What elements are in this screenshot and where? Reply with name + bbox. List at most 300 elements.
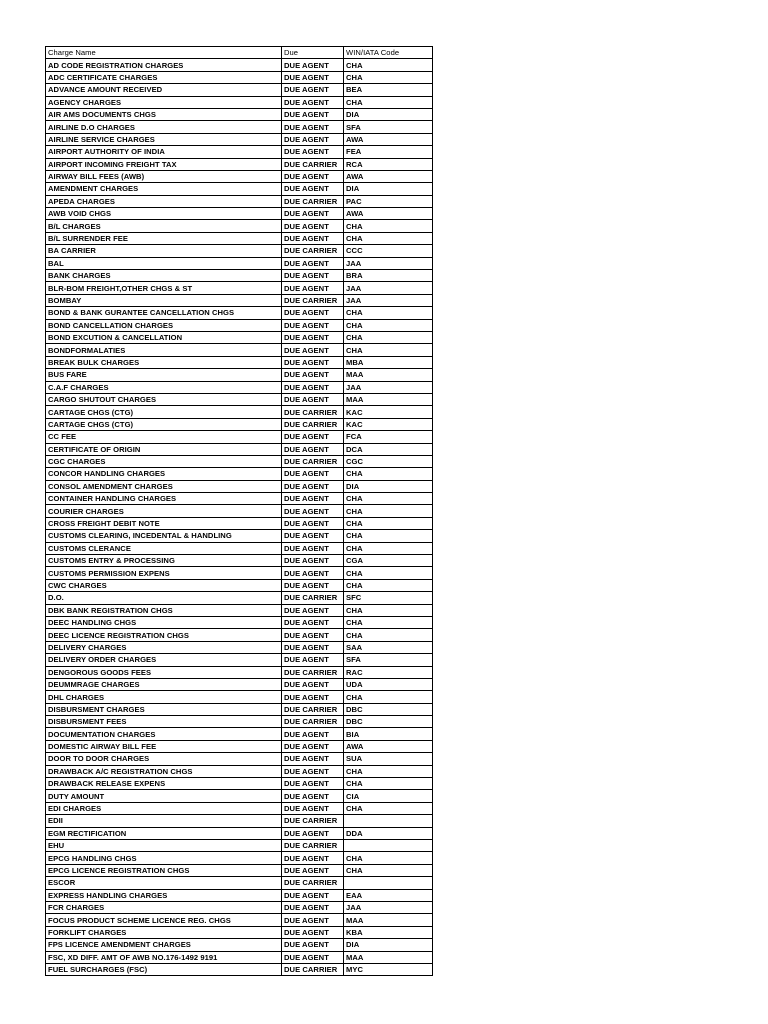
- table-row: [46, 294, 433, 306]
- charge-name-cell: C.A.F CHARGES: [46, 381, 282, 393]
- charge-name-cell: ESCOR: [46, 877, 282, 889]
- due-cell: DUE AGENT: [282, 480, 344, 492]
- win-iata-code-cell: SFA: [344, 121, 433, 133]
- due-cell: DUE AGENT: [282, 108, 344, 120]
- win-iata-code-cell: [344, 877, 433, 889]
- charge-name-cell: DEUMMRAGE CHARGES: [46, 678, 282, 690]
- header-win-iata-code: WIN/IATA Code: [344, 47, 433, 59]
- charge-name-cell: D.O.: [46, 592, 282, 604]
- table-row: [46, 71, 433, 83]
- table-row: [46, 96, 433, 108]
- charge-name-cell: EGM RECTIFICATION: [46, 827, 282, 839]
- table-row: [46, 121, 433, 133]
- table-row: [46, 232, 433, 244]
- table-row: [46, 889, 433, 901]
- due-cell: DUE AGENT: [282, 740, 344, 752]
- due-cell: DUE CARRIER: [282, 963, 344, 975]
- due-cell: DUE AGENT: [282, 282, 344, 294]
- table-row: [46, 951, 433, 963]
- table-row: [46, 592, 433, 604]
- win-iata-code-cell: CHA: [344, 319, 433, 331]
- due-cell: DUE CARRIER: [282, 666, 344, 678]
- charge-name-cell: FPS LICENCE AMENDMENT CHARGES: [46, 939, 282, 951]
- table-row: [46, 369, 433, 381]
- header-due: Due: [282, 47, 344, 59]
- due-cell: DUE AGENT: [282, 901, 344, 913]
- table-row: [46, 381, 433, 393]
- charge-name-cell: CGC CHARGES: [46, 455, 282, 467]
- charge-name-cell: DBK BANK REGISTRATION CHGS: [46, 604, 282, 616]
- table-row: [46, 505, 433, 517]
- win-iata-code-cell: CHA: [344, 629, 433, 641]
- table-row: [46, 790, 433, 802]
- due-cell: DUE AGENT: [282, 331, 344, 343]
- table-row: [46, 220, 433, 232]
- table-row: [46, 108, 433, 120]
- charge-name-cell: BOND CANCELLATION CHARGES: [46, 319, 282, 331]
- win-iata-code-cell: KAC: [344, 418, 433, 430]
- table-row: [46, 542, 433, 554]
- win-iata-code-cell: DBC: [344, 703, 433, 715]
- charge-name-cell: BA CARRIER: [46, 245, 282, 257]
- due-cell: DUE AGENT: [282, 431, 344, 443]
- table-row: [46, 393, 433, 405]
- win-iata-code-cell: CHA: [344, 505, 433, 517]
- table-row: [46, 468, 433, 480]
- due-cell: DUE AGENT: [282, 183, 344, 195]
- charge-name-cell: EXPRESS HANDLING CHARGES: [46, 889, 282, 901]
- win-iata-code-cell: [344, 840, 433, 852]
- win-iata-code-cell: MAA: [344, 369, 433, 381]
- win-iata-code-cell: CHA: [344, 604, 433, 616]
- win-iata-code-cell: CHA: [344, 232, 433, 244]
- table-row: [46, 257, 433, 269]
- due-cell: DUE AGENT: [282, 802, 344, 814]
- charge-name-cell: EDII: [46, 815, 282, 827]
- win-iata-code-cell: JAA: [344, 901, 433, 913]
- table-row: [46, 616, 433, 628]
- win-iata-code-cell: RCA: [344, 158, 433, 170]
- due-cell: DUE AGENT: [282, 307, 344, 319]
- due-cell: DUE AGENT: [282, 505, 344, 517]
- due-cell: DUE AGENT: [282, 517, 344, 529]
- table-row: [46, 914, 433, 926]
- charge-name-cell: B/L SURRENDER FEE: [46, 232, 282, 244]
- due-cell: DUE AGENT: [282, 926, 344, 938]
- due-cell: DUE CARRIER: [282, 592, 344, 604]
- win-iata-code-cell: CHA: [344, 530, 433, 542]
- win-iata-code-cell: CHA: [344, 468, 433, 480]
- win-iata-code-cell: CHA: [344, 765, 433, 777]
- table-row: [46, 406, 433, 418]
- charge-name-cell: CARTAGE CHGS (CTG): [46, 406, 282, 418]
- charge-name-cell: DUTY AMOUNT: [46, 790, 282, 802]
- table-row: [46, 530, 433, 542]
- win-iata-code-cell: CHA: [344, 567, 433, 579]
- due-cell: DUE AGENT: [282, 381, 344, 393]
- due-cell: DUE AGENT: [282, 133, 344, 145]
- due-cell: DUE AGENT: [282, 864, 344, 876]
- win-iata-code-cell: CHA: [344, 517, 433, 529]
- table-row: [46, 183, 433, 195]
- due-cell: DUE AGENT: [282, 344, 344, 356]
- charge-name-cell: AIRPORT INCOMING FREIGHT TAX: [46, 158, 282, 170]
- win-iata-code-cell: CHA: [344, 542, 433, 554]
- charge-name-cell: BOND & BANK GURANTEE CANCELLATION CHGS: [46, 307, 282, 319]
- win-iata-code-cell: DIA: [344, 108, 433, 120]
- charge-name-cell: CONTAINER HANDLING CHARGES: [46, 493, 282, 505]
- charge-name-cell: FSC, XD DIFF. AMT OF AWB NO.176-1492 9191: [46, 951, 282, 963]
- table-row: [46, 208, 433, 220]
- win-iata-code-cell: KBA: [344, 926, 433, 938]
- charge-name-cell: BLR-BOM FREIGHT,OTHER CHGS & ST: [46, 282, 282, 294]
- win-iata-code-cell: MBA: [344, 356, 433, 368]
- table-row: [46, 319, 433, 331]
- table-row: [46, 877, 433, 889]
- table-row: [46, 827, 433, 839]
- due-cell: DUE AGENT: [282, 889, 344, 901]
- charge-name-cell: AIRLINE D.O CHARGES: [46, 121, 282, 133]
- win-iata-code-cell: FEA: [344, 146, 433, 158]
- due-cell: DUE AGENT: [282, 208, 344, 220]
- table-row: [46, 691, 433, 703]
- win-iata-code-cell: JAA: [344, 282, 433, 294]
- win-iata-code-cell: [344, 815, 433, 827]
- charge-name-cell: DEEC LICENCE REGISTRATION CHGS: [46, 629, 282, 641]
- charge-name-cell: AIRPORT AUTHORITY OF INDIA: [46, 146, 282, 158]
- charge-name-cell: CC FEE: [46, 431, 282, 443]
- charge-name-cell: DHL CHARGES: [46, 691, 282, 703]
- table-row: [46, 939, 433, 951]
- due-cell: DUE AGENT: [282, 542, 344, 554]
- due-cell: DUE AGENT: [282, 170, 344, 182]
- header-row: [46, 47, 433, 59]
- due-cell: DUE AGENT: [282, 220, 344, 232]
- table-row: [46, 431, 433, 443]
- win-iata-code-cell: CHA: [344, 220, 433, 232]
- win-iata-code-cell: BIA: [344, 728, 433, 740]
- charge-name-cell: DOCUMENTATION CHARGES: [46, 728, 282, 740]
- charge-name-cell: CROSS FREIGHT DEBIT NOTE: [46, 517, 282, 529]
- win-iata-code-cell: DDA: [344, 827, 433, 839]
- due-cell: DUE AGENT: [282, 71, 344, 83]
- due-cell: DUE CARRIER: [282, 158, 344, 170]
- due-cell: DUE AGENT: [282, 654, 344, 666]
- table-row: [46, 282, 433, 294]
- charge-name-cell: EPCG LICENCE REGISTRATION CHGS: [46, 864, 282, 876]
- win-iata-code-cell: MAA: [344, 951, 433, 963]
- table-row: [46, 344, 433, 356]
- table-row: [46, 629, 433, 641]
- charge-name-cell: APEDA CHARGES: [46, 195, 282, 207]
- table-row: [46, 579, 433, 591]
- charge-name-cell: CERTIFICATE OF ORIGIN: [46, 443, 282, 455]
- win-iata-code-cell: DBC: [344, 716, 433, 728]
- win-iata-code-cell: SUA: [344, 753, 433, 765]
- table-row: [46, 170, 433, 182]
- charge-name-cell: AD CODE REGISTRATION CHARGES: [46, 59, 282, 71]
- table-row: [46, 840, 433, 852]
- due-cell: DUE AGENT: [282, 270, 344, 282]
- due-cell: DUE AGENT: [282, 468, 344, 480]
- table-row: [46, 864, 433, 876]
- win-iata-code-cell: AWA: [344, 208, 433, 220]
- win-iata-code-cell: DIA: [344, 183, 433, 195]
- win-iata-code-cell: AWA: [344, 170, 433, 182]
- win-iata-code-cell: CIA: [344, 790, 433, 802]
- win-iata-code-cell: JAA: [344, 381, 433, 393]
- due-cell: DUE AGENT: [282, 728, 344, 740]
- charge-name-cell: CARTAGE CHGS (CTG): [46, 418, 282, 430]
- table-row: [46, 604, 433, 616]
- due-cell: DUE CARRIER: [282, 455, 344, 467]
- win-iata-code-cell: CHA: [344, 852, 433, 864]
- table-row: [46, 765, 433, 777]
- charge-name-cell: DEEC HANDLING CHGS: [46, 616, 282, 628]
- table-row: [46, 480, 433, 492]
- due-cell: DUE AGENT: [282, 778, 344, 790]
- due-cell: DUE AGENT: [282, 629, 344, 641]
- charge-name-cell: AWB VOID CHGS: [46, 208, 282, 220]
- due-cell: DUE AGENT: [282, 121, 344, 133]
- charge-name-cell: DRAWBACK RELEASE EXPENS: [46, 778, 282, 790]
- due-cell: DUE CARRIER: [282, 294, 344, 306]
- win-iata-code-cell: BEA: [344, 84, 433, 96]
- charge-name-cell: CUSTOMS PERMISSION EXPENS: [46, 567, 282, 579]
- charge-name-cell: FUEL SURCHARGES (FSC): [46, 963, 282, 975]
- table-row: [46, 567, 433, 579]
- charge-name-cell: CWC CHARGES: [46, 579, 282, 591]
- win-iata-code-cell: JAA: [344, 257, 433, 269]
- table-row: [46, 901, 433, 913]
- win-iata-code-cell: MAA: [344, 914, 433, 926]
- due-cell: DUE AGENT: [282, 393, 344, 405]
- table-row: [46, 555, 433, 567]
- charge-name-cell: DISBURSMENT CHARGES: [46, 703, 282, 715]
- charge-name-cell: CONSOL AMENDMENT CHARGES: [46, 480, 282, 492]
- due-cell: DUE AGENT: [282, 493, 344, 505]
- table-row: [46, 84, 433, 96]
- win-iata-code-cell: CHA: [344, 579, 433, 591]
- win-iata-code-cell: CCC: [344, 245, 433, 257]
- win-iata-code-cell: MYC: [344, 963, 433, 975]
- table-row: [46, 753, 433, 765]
- due-cell: DUE AGENT: [282, 59, 344, 71]
- due-cell: DUE AGENT: [282, 555, 344, 567]
- charge-name-cell: DELIVERY ORDER CHARGES: [46, 654, 282, 666]
- charge-name-cell: EDI CHARGES: [46, 802, 282, 814]
- due-cell: DUE CARRIER: [282, 418, 344, 430]
- win-iata-code-cell: CHA: [344, 493, 433, 505]
- due-cell: DUE AGENT: [282, 356, 344, 368]
- due-cell: DUE CARRIER: [282, 877, 344, 889]
- charge-name-cell: FORKLIFT CHARGES: [46, 926, 282, 938]
- table-row: [46, 641, 433, 653]
- table-row: [46, 740, 433, 752]
- win-iata-code-cell: CHA: [344, 778, 433, 790]
- charge-name-cell: BUS FARE: [46, 369, 282, 381]
- due-cell: DUE CARRIER: [282, 840, 344, 852]
- table-row: [46, 133, 433, 145]
- win-iata-code-cell: SFA: [344, 654, 433, 666]
- table-row: [46, 666, 433, 678]
- win-iata-code-cell: CHA: [344, 691, 433, 703]
- win-iata-code-cell: CHA: [344, 864, 433, 876]
- due-cell: DUE AGENT: [282, 691, 344, 703]
- win-iata-code-cell: AWA: [344, 740, 433, 752]
- win-iata-code-cell: CHA: [344, 802, 433, 814]
- charge-name-cell: DRAWBACK A/C REGISTRATION CHGS: [46, 765, 282, 777]
- charge-name-cell: AIRWAY BILL FEES (AWB): [46, 170, 282, 182]
- table-row: [46, 59, 433, 71]
- win-iata-code-cell: CHA: [344, 344, 433, 356]
- due-cell: DUE AGENT: [282, 567, 344, 579]
- table-row: [46, 455, 433, 467]
- due-cell: DUE AGENT: [282, 939, 344, 951]
- charge-name-cell: FCR CHARGES: [46, 901, 282, 913]
- table-row: [46, 654, 433, 666]
- due-cell: DUE CARRIER: [282, 195, 344, 207]
- win-iata-code-cell: AWA: [344, 133, 433, 145]
- win-iata-code-cell: EAA: [344, 889, 433, 901]
- charge-name-cell: BREAK BULK CHARGES: [46, 356, 282, 368]
- charge-name-cell: ADVANCE AMOUNT RECEIVED: [46, 84, 282, 96]
- charge-name-cell: ADC CERTIFICATE CHARGES: [46, 71, 282, 83]
- win-iata-code-cell: CGA: [344, 555, 433, 567]
- charge-name-cell: FOCUS PRODUCT SCHEME LICENCE REG. CHGS: [46, 914, 282, 926]
- due-cell: DUE CARRIER: [282, 815, 344, 827]
- charge-name-cell: DISBURSMENT FEES: [46, 716, 282, 728]
- charge-name-cell: BONDFORMALATIES: [46, 344, 282, 356]
- due-cell: DUE CARRIER: [282, 716, 344, 728]
- charge-name-cell: AIR AMS DOCUMENTS CHGS: [46, 108, 282, 120]
- win-iata-code-cell: DIA: [344, 939, 433, 951]
- table-row: [46, 926, 433, 938]
- charge-name-cell: CUSTOMS CLEARING, INCEDENTAL & HANDLING: [46, 530, 282, 542]
- charge-name-cell: DOOR TO DOOR CHARGES: [46, 753, 282, 765]
- win-iata-code-cell: CHA: [344, 307, 433, 319]
- charge-name-cell: CONCOR HANDLING CHARGES: [46, 468, 282, 480]
- table-row: [46, 331, 433, 343]
- charge-name-cell: COURIER CHARGES: [46, 505, 282, 517]
- charge-name-cell: DELIVERY CHARGES: [46, 641, 282, 653]
- table-row: [46, 245, 433, 257]
- due-cell: DUE AGENT: [282, 852, 344, 864]
- due-cell: DUE AGENT: [282, 84, 344, 96]
- table-row: [46, 356, 433, 368]
- charge-name-cell: BANK CHARGES: [46, 270, 282, 282]
- win-iata-code-cell: DIA: [344, 480, 433, 492]
- table-row: [46, 270, 433, 282]
- charge-name-cell: BOMBAY: [46, 294, 282, 306]
- table-row: [46, 852, 433, 864]
- win-iata-code-cell: MAA: [344, 393, 433, 405]
- due-cell: DUE AGENT: [282, 530, 344, 542]
- due-cell: DUE AGENT: [282, 951, 344, 963]
- header-charge-name: Charge Name: [46, 47, 282, 59]
- charge-name-cell: EHU: [46, 840, 282, 852]
- due-cell: DUE AGENT: [282, 232, 344, 244]
- due-cell: DUE AGENT: [282, 914, 344, 926]
- win-iata-code-cell: CHA: [344, 71, 433, 83]
- table-row: [46, 493, 433, 505]
- win-iata-code-cell: KAC: [344, 406, 433, 418]
- charge-name-cell: CUSTOMS ENTRY & PROCESSING: [46, 555, 282, 567]
- table-row: [46, 678, 433, 690]
- win-iata-code-cell: CHA: [344, 59, 433, 71]
- charge-name-cell: B/L CHARGES: [46, 220, 282, 232]
- table-row: [46, 418, 433, 430]
- win-iata-code-cell: CHA: [344, 331, 433, 343]
- win-iata-code-cell: SAA: [344, 641, 433, 653]
- win-iata-code-cell: UDA: [344, 678, 433, 690]
- due-cell: DUE AGENT: [282, 369, 344, 381]
- charge-name-cell: AGENCY CHARGES: [46, 96, 282, 108]
- win-iata-code-cell: CHA: [344, 616, 433, 628]
- table-row: [46, 802, 433, 814]
- charge-name-cell: CARGO SHUTOUT CHARGES: [46, 393, 282, 405]
- charge-name-cell: DOMESTIC AIRWAY BILL FEE: [46, 740, 282, 752]
- win-iata-code-cell: PAC: [344, 195, 433, 207]
- table-row: [46, 517, 433, 529]
- table-row: [46, 815, 433, 827]
- due-cell: DUE AGENT: [282, 678, 344, 690]
- win-iata-code-cell: RAC: [344, 666, 433, 678]
- table-row: [46, 716, 433, 728]
- win-iata-code-cell: BRA: [344, 270, 433, 282]
- due-cell: DUE AGENT: [282, 604, 344, 616]
- table-row: [46, 443, 433, 455]
- charge-name-cell: AMENDMENT CHARGES: [46, 183, 282, 195]
- due-cell: DUE AGENT: [282, 443, 344, 455]
- win-iata-code-cell: DCA: [344, 443, 433, 455]
- table-row: [46, 146, 433, 158]
- due-cell: DUE CARRIER: [282, 406, 344, 418]
- charge-name-cell: CUSTOMS CLERANCE: [46, 542, 282, 554]
- due-cell: DUE AGENT: [282, 765, 344, 777]
- due-cell: DUE AGENT: [282, 827, 344, 839]
- charge-name-cell: BAL: [46, 257, 282, 269]
- table-row: [46, 307, 433, 319]
- due-cell: DUE AGENT: [282, 641, 344, 653]
- charge-name-cell: EPCG HANDLING CHGS: [46, 852, 282, 864]
- charge-name-cell: DENGOROUS GOODS FEES: [46, 666, 282, 678]
- table-row: [46, 728, 433, 740]
- due-cell: DUE AGENT: [282, 616, 344, 628]
- charges-table: [45, 46, 433, 976]
- table-row: [46, 195, 433, 207]
- charge-name-cell: AIRLINE SERVICE CHARGES: [46, 133, 282, 145]
- due-cell: DUE CARRIER: [282, 703, 344, 715]
- due-cell: DUE CARRIER: [282, 245, 344, 257]
- table-row: [46, 158, 433, 170]
- due-cell: DUE AGENT: [282, 579, 344, 591]
- due-cell: DUE AGENT: [282, 790, 344, 802]
- due-cell: DUE AGENT: [282, 257, 344, 269]
- win-iata-code-cell: SFC: [344, 592, 433, 604]
- table-row: [46, 963, 433, 975]
- due-cell: DUE AGENT: [282, 753, 344, 765]
- win-iata-code-cell: JAA: [344, 294, 433, 306]
- due-cell: DUE AGENT: [282, 96, 344, 108]
- table-row: [46, 703, 433, 715]
- win-iata-code-cell: FCA: [344, 431, 433, 443]
- due-cell: DUE AGENT: [282, 146, 344, 158]
- win-iata-code-cell: CGC: [344, 455, 433, 467]
- table-row: [46, 778, 433, 790]
- charge-name-cell: BOND EXCUTION & CANCELLATION: [46, 331, 282, 343]
- due-cell: DUE AGENT: [282, 319, 344, 331]
